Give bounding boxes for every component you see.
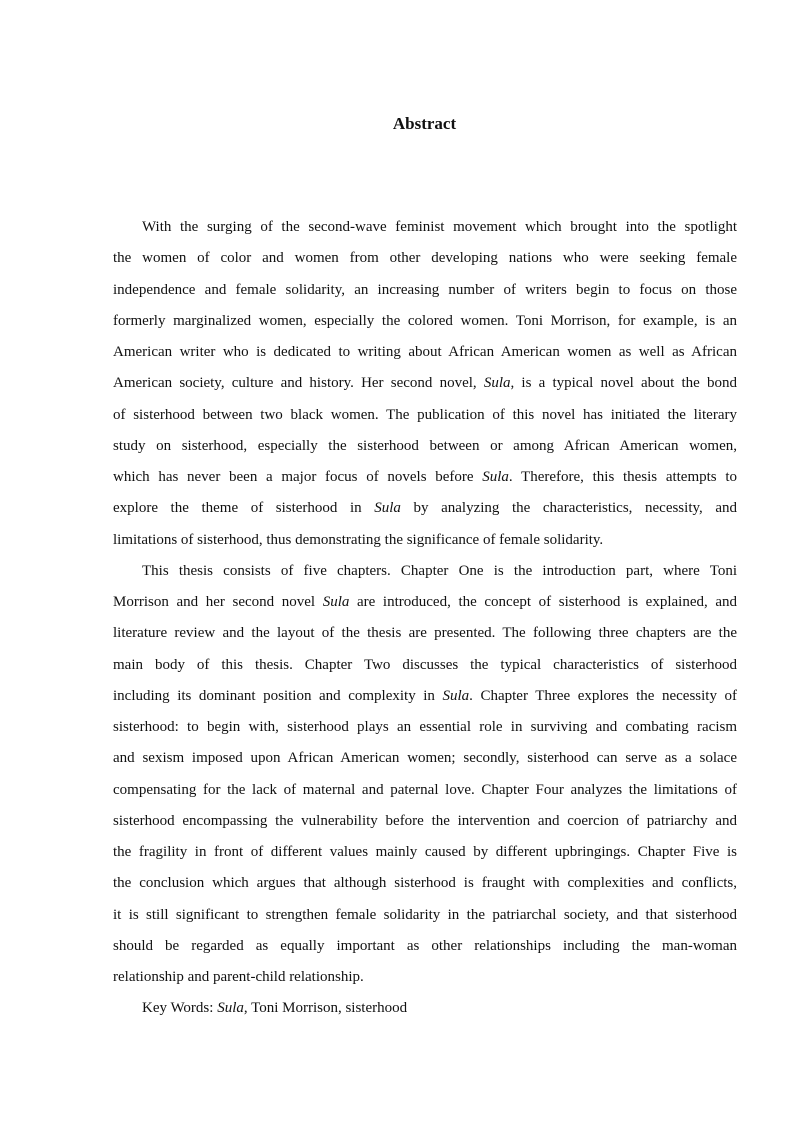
text-line (113, 747, 737, 778)
text-line (113, 466, 737, 497)
text-line (113, 216, 737, 247)
text-run: it is still significant to strengthen female solidarity in the patriarchal society, and that sisterhood (113, 906, 737, 923)
keywords-label: Key Words: (142, 1000, 218, 1017)
text-line (113, 497, 737, 528)
text-run: the conclusion which argues that although sisterhood is fraught with complexities and conflicts, (113, 875, 737, 892)
text-run: explore the theme of sisterhood in (113, 500, 375, 517)
text-run: which has never been a major focus of novels before (113, 469, 483, 485)
text-run: . Chapter Three explores the necessity of (469, 687, 737, 704)
text-line (113, 341, 737, 372)
text-run: and sexism imposed upon African American women; secondly, sisterhood can serve as a solace (113, 750, 737, 767)
text-run: relationship and parent-child relationship. (113, 969, 364, 985)
italic-title: Sula (374, 500, 401, 517)
text-line (113, 591, 737, 622)
text-run: should be regarded as equally important as other relationships including the man-woman (113, 937, 737, 954)
text-line (113, 435, 737, 466)
text-run: American society, culture and history. Her second novel, (113, 375, 484, 392)
paragraph (113, 560, 737, 998)
text-run: study on sisterhood, especially the sisterhood between or among African American women, (113, 437, 737, 454)
text-line (113, 935, 737, 966)
text-line (113, 810, 737, 841)
text-run: With the surging of the second-wave feminist movement which brought into the spotlight (142, 219, 737, 235)
abstract-body (113, 216, 737, 1029)
text-line (113, 279, 737, 310)
text-run: the women of color and women from other developing nations who were seeking female (113, 250, 737, 267)
text-line (113, 872, 737, 903)
text-run: sisterhood encompassing the vulnerability before the intervention and coercion of patriarchy and (113, 812, 737, 829)
text-run: American writer who is dedicated to writing about African American women as well as African (113, 344, 737, 360)
text-line (113, 560, 737, 591)
text-run: of sisterhood between two black women. The publication of this novel has initiated the literary (113, 406, 737, 423)
text-line (113, 685, 737, 716)
abstract-title: Abstract (392, 114, 457, 133)
italic-title: Sula (482, 469, 509, 485)
text-run: including its dominant position and complexity in (113, 687, 443, 704)
text-line (113, 904, 737, 935)
text-run: , is a typical novel about the bond (510, 375, 737, 392)
text-line (113, 654, 737, 685)
italic-title: Sula (483, 375, 511, 392)
text-run: independence and female solidarity, an increasing number of writers begin to focus on those (113, 281, 737, 298)
keywords-text: , Toni Morrison, sisterhood (243, 1000, 408, 1017)
text-line (113, 529, 737, 560)
italic-title: Sula (322, 594, 350, 610)
italic-title: Sula (442, 687, 470, 704)
text-line (113, 716, 737, 747)
paragraph (113, 216, 737, 560)
text-run: literature review and the layout of the thesis are presented. The following three chapters are the (113, 625, 737, 642)
text-line (113, 372, 737, 403)
text-line (113, 404, 737, 435)
text-line (113, 841, 737, 872)
text-run: compensating for the lack of maternal and paternal love. Chapter Four analyzes the limitations of (113, 781, 737, 798)
text-line (113, 310, 737, 341)
text-run: main body of this thesis. Chapter Two discusses the typical characteristics of sisterhood (113, 656, 737, 673)
text-line (113, 779, 737, 810)
text-line (113, 966, 737, 997)
text-line (113, 247, 737, 278)
text-run: limitations of sisterhood, thus demonstrating the significance of female solidarity. (113, 531, 604, 548)
text-run: Morrison and her second novel (113, 594, 323, 610)
text-run: by analyzing the characteristics, necessity, and (400, 500, 737, 517)
text-run: sisterhood: to begin with, sisterhood plays an essential role in surviving and combating racism (113, 719, 737, 735)
text-run: . Therefore, this thesis attempts to (508, 469, 737, 485)
text-run: the fragility in front of different values mainly caused by different upbringings. Chapter Five is (113, 844, 737, 860)
text-run: are introduced, the concept of sisterhood is explained, and (349, 594, 737, 610)
keywords-line (113, 997, 737, 1028)
text-line (113, 622, 737, 653)
text-run: formerly marginalized women, especially the colored women. Toni Morrison, for example, is an (113, 312, 737, 329)
text-run: This thesis consists of five chapters. Chapter One is the introduction part, where Toni (142, 562, 737, 579)
keyword-italic: Sula (217, 1000, 244, 1017)
